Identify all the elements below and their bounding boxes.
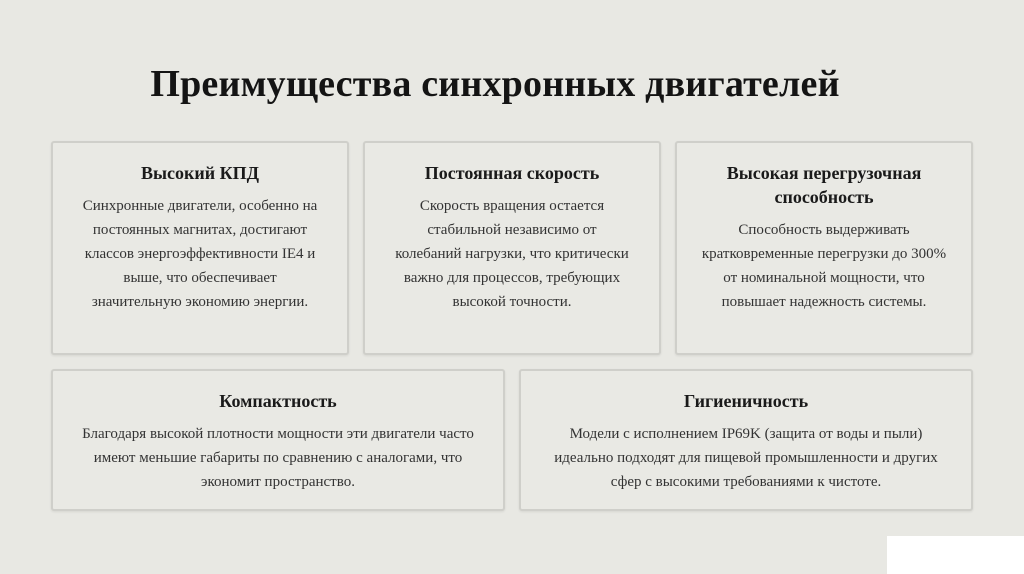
card-high-efficiency [51, 141, 349, 355]
card-text: Модели с исполнением IP69K (защита от воды и пыли) идеально подходят для пищевой промышленности и других сфер с высокими требованиями к чистоте. [554, 426, 938, 490]
corner-overlay [887, 536, 1024, 574]
card-hygiene [519, 369, 973, 511]
card-heading: Постоянная скорость [424, 163, 600, 183]
card-heading: Высокий КПД [140, 163, 260, 183]
card-text: Благодаря высокой плотности мощности эти двигатели часто имеют меньшие габариты по сравнению с аналогами, что экономит пространство. [82, 426, 474, 490]
card-heading: Высокая перегрузочная способность [726, 163, 922, 207]
slide-title: Преимущества синхронных двигателей [150, 63, 840, 105]
card-constant-speed [363, 141, 661, 355]
card-text: Скорость вращения остается стабильной независимо от колебаний нагрузки, что критически важно для процессов, требующих высокой точности. [395, 198, 629, 310]
card-compactness [51, 369, 505, 511]
card-overload-capacity [675, 141, 973, 355]
card-text: Синхронные двигатели, особенно на постоянных магнитах, достигают классов энергоэффективности IE4 и выше, что обеспечивает значительную экономию энергии. [82, 198, 318, 310]
card-heading: Компактность [219, 391, 337, 411]
card-text: Способность выдерживать кратковременные перегрузки до 300% от номинальной мощности, что повышает надежность системы. [701, 222, 947, 310]
card-heading: Гигиеничность [683, 391, 809, 411]
